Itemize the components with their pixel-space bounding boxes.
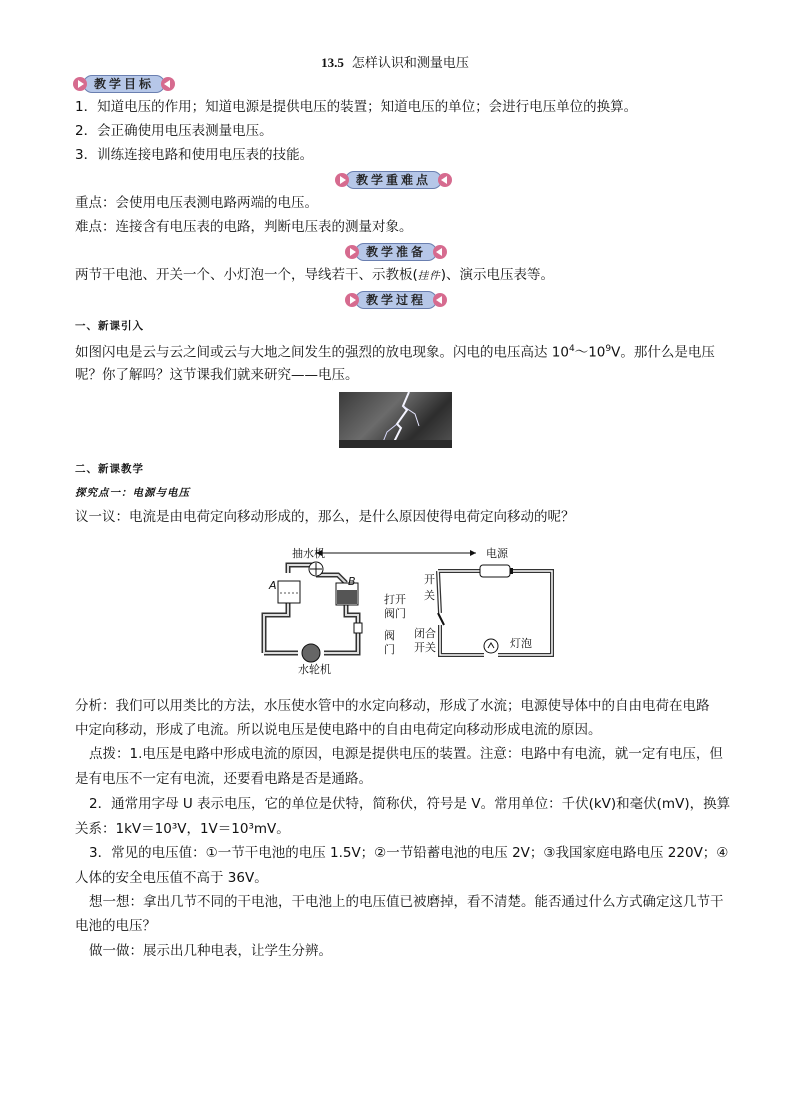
exponent-9: 9 [605,344,612,354]
label-turbine: 水轮机 [298,663,331,675]
tip-line-2: 是有电压不一定有电流，还要看电路是否是通路。 [75,771,372,787]
tip-line-4: 关系：1kV＝10³V，1V＝10³mV。 [75,821,290,837]
label-close-2: 开关 [414,641,436,654]
banner-label: 教学过程 [355,291,437,309]
banner-teaching-process [345,291,447,309]
banner-teaching-goals [73,75,175,93]
prep-tail: )、演示电压表等。 [440,267,555,283]
arrow-left-icon [161,77,175,91]
intro-line-1 [75,340,715,362]
analysis-line-1: 分析：我们可以用类比的方法，水压使水管中的水定向移动，形成了水流；电源使导体中的自由电荷在电路 [75,698,710,714]
tip-line-1: 点拨：1.电压是电路中形成电流的原因，电源是提供电压的装置。注意：电路中有电流，就一定有电压，但 [89,746,723,762]
section-heading-intro: 一、新课引入 [75,320,144,332]
label-switch-2: 关 [424,589,435,602]
lightning-bolt-icon [339,392,452,448]
preparation-text [75,266,554,285]
arrow-right-icon [345,245,359,259]
label-open-1: 打开 [384,593,406,606]
banner-label: 教学准备 [355,243,437,261]
arrow-left-icon [433,245,447,259]
goal-1: 1．知道电压的作用；知道电源是提供电压的装置；知道电压的单位；会进行电压单位的换算。 [75,99,638,115]
arrow-right-icon [73,77,87,91]
tip-line-6: 人体的安全电压值不高于 36V。 [75,870,268,886]
intro-line-2: 呢？你了解吗？这节课我们就来研究——电压。 [75,367,359,383]
label-pump: 抽水机 [292,547,325,560]
water-electric-analogy-diagram [258,543,558,675]
tip-line-5: 3．常见的电压值：①一节干电池的电压 1.5V；②一节铅蓄电池的电压 2V；③我国家庭电路电压 220V；④ [89,845,729,861]
goal-3: 3．训练连接电路和使用电压表的技能。 [75,147,314,163]
discuss-question: 议一议：电流是由电荷定向移动形成的，那么，是什么原因使得电荷定向移动的呢？ [75,509,575,525]
intro-text-mid: ～10 [574,344,606,361]
label-a: A [269,579,277,592]
tip-line-3: 2．通常用字母 U 表示电压，它的单位是伏特，简称伏，符号是 V。常用单位：千伏(kV)和毫伏(mV)，换算 [89,796,731,812]
banner-key-points [335,171,452,189]
banner-preparation [345,243,447,261]
label-switch-1: 开 [424,573,435,586]
subsection-heading: 探究点一：电源与电压 [75,487,190,499]
arrow-left-icon [433,293,447,307]
label-b: B [348,575,356,588]
arrow-right-icon [345,293,359,307]
intro-text-a: 如图闪电是云与云之间或云与大地之间发生的强烈的放电现象。闪电的电压高达 10 [75,344,569,361]
think-line-1: 想一想：拿出几节不同的干电池，干电池上的电压值已被磨掉，看不清楚。能否通过什么方式确定这几节干 [89,894,724,910]
section-heading-teaching: 二、新课教学 [75,463,144,475]
label-valve-2: 门 [384,643,395,656]
title-text: 怎样认识和测量电压 [351,56,469,71]
difficult-point: 难点：连接含有电压表的电路，判断电压表的测量对象。 [75,219,413,235]
section-number: 13.5 [321,55,344,70]
prep-small: 挂件 [417,270,441,282]
arrow-right-icon [335,173,349,187]
banner-label: 教学重难点 [345,171,442,189]
label-valve-1: 阀 [384,629,395,642]
lightning-photo [339,392,452,448]
goal-2: 2．会正确使用电压表测量电压。 [75,123,273,139]
label-open-2: 阀门 [384,607,406,620]
label-close-1: 闭合 [414,627,436,640]
page-title [0,52,790,71]
think-line-2: 电池的电压？ [75,918,156,934]
prep-main: 两节干电池、开关一个、小灯泡一个，导线若干、示教板( [75,267,418,283]
key-point: 重点：会使用电压表测电路两端的电压。 [75,195,318,211]
label-source: 电源 [486,547,508,560]
exponent-4: 4 [568,344,575,354]
arrow-left-icon [438,173,452,187]
banner-label: 教学目标 [83,75,165,93]
do-line: 做一做：展示出几种电表，让学生分辨。 [89,943,332,959]
label-bulb: 灯泡 [510,637,532,650]
intro-text-b: V。那什么是电压 [611,344,715,361]
analysis-line-2: 中定向移动，形成了电流。所以说电压是使电路中的自由电荷定向移动形成电流的原因。 [75,722,602,738]
